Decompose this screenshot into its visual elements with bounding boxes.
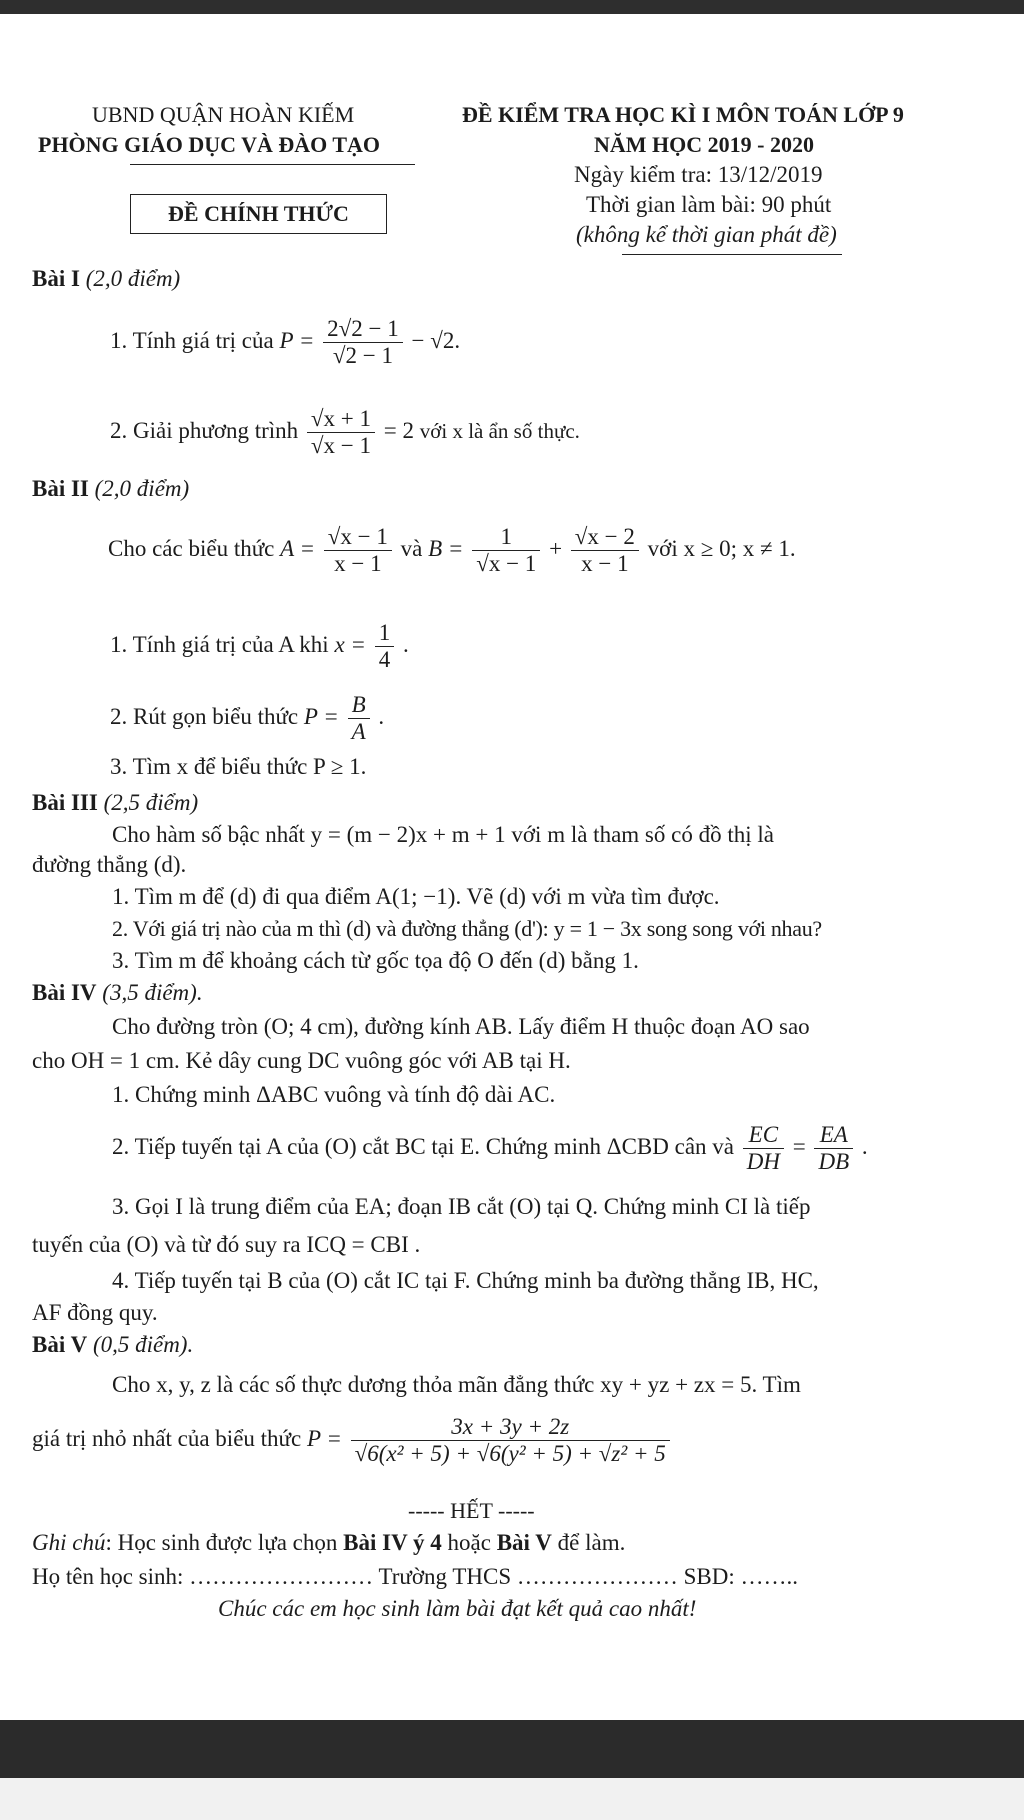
bottom-dark-bar	[0, 1720, 1024, 1778]
exam-duration: Thời gian làm bài: 90 phút	[586, 192, 832, 217]
bai4-line2: cho OH = 1 cm. Kẻ dây cung DC vuông góc với AB tại H.	[32, 1048, 571, 1073]
bai3-line1: Cho hàm số bậc nhất y = (m − 2)x + m + 1 với m là tham số có đồ thị là	[112, 822, 774, 847]
duration-note: (không kể thời gian phát đề)	[576, 222, 837, 247]
bai2-B-den2: x − 1	[581, 551, 629, 577]
exam-title: ĐỀ KIỂM TRA HỌC KÌ I MÔN TOÁN LỚP 9	[462, 102, 904, 127]
duration-underline	[622, 254, 842, 255]
bai2-A-den: x − 1	[334, 551, 382, 577]
bai1-heading	[32, 266, 180, 292]
bai2-q1-text: 1. Tính giá trị của A khi	[110, 632, 329, 658]
bai1-q2	[110, 406, 580, 460]
bai1-points: (2,0 điểm)	[85, 266, 181, 291]
bai4-q2-frac1-num: EC	[743, 1122, 784, 1149]
department-name: PHÒNG GIÁO DỤC VÀ ĐÀO TẠO	[38, 132, 381, 157]
top-dark-bar	[0, 0, 1024, 14]
bai2-B-fraction2	[571, 524, 639, 578]
bai2-plus: +	[549, 536, 563, 562]
bai3-q2: 2. Với giá trị nào của m thì (d) và đường thẳng (d'): y = 1 − 3x song song với nhau?	[112, 916, 822, 941]
bai4-q2-eq: =	[792, 1134, 806, 1160]
bai2-q1-den: 4	[378, 647, 391, 673]
note-label: Ghi chú	[32, 1530, 106, 1555]
bai4-q2-fraction2	[814, 1122, 853, 1176]
bai3-q1: 1. Tìm m để (d) đi qua điểm A(1; −1). Vẽ (d) với m vừa tìm được.	[112, 884, 720, 909]
bai5-l2-text: giá trị nhỏ nhất của biểu thức	[32, 1426, 302, 1452]
bai5-P-fraction	[351, 1414, 670, 1468]
bai5-P-num: 3x + 3y + 2z	[351, 1414, 670, 1441]
bai2-B-fraction1	[472, 524, 540, 578]
bai1-q1-tail: − √2.	[411, 328, 461, 354]
bai2-condition: với x ≥ 0; x ≠ 1.	[647, 536, 796, 562]
student-info-line: Họ tên học sinh: …………………… Trường THCS ………………… SBD: ……..	[32, 1564, 799, 1589]
bai1-q1-lhs: P =	[279, 328, 315, 354]
bai4-q2-text: 2. Tiếp tuyến tại A của (O) cắt BC tại E. Chứng minh ΔCBD cân và	[112, 1134, 734, 1160]
bai2-q1-num: 1	[375, 620, 395, 647]
bai1-q2-fraction	[307, 406, 375, 460]
bai2-A-fraction	[324, 524, 392, 578]
bai2-title: Bài II	[32, 476, 89, 501]
bai2-A-lhs: A =	[280, 536, 316, 562]
bai3-q3: 3. Tìm m để khoảng cách từ gốc tọa độ O đến (d) bằng 1.	[112, 948, 639, 973]
bai4-q2	[112, 1122, 868, 1176]
bai2-intro: Cho các biểu thức	[108, 536, 275, 562]
bai5-P-den: √6(x² + 5) + √6(y² + 5) + √z² + 5	[354, 1441, 666, 1467]
bai4-q2-frac1-den: DH	[746, 1149, 780, 1175]
bottom-light-strip	[0, 1778, 1024, 1820]
note-bold-2: Bài V	[496, 1530, 552, 1555]
bai2-q2-fraction	[348, 692, 370, 746]
bai2-B-lhs: B =	[428, 536, 464, 562]
bai4-q2-frac2-den: DB	[818, 1149, 850, 1175]
note-bold-1: Bài IV ý 4	[343, 1530, 442, 1555]
bai2-expressions	[108, 524, 796, 578]
bai5-points: (0,5 điểm).	[92, 1332, 194, 1357]
bai2-q1	[110, 620, 409, 674]
exam-page	[0, 14, 1024, 1714]
bai1-q2-den: √x − 1	[310, 433, 372, 459]
bai4-q4-line1: 4. Tiếp tuyến tại B của (O) cắt IC tại F. Chứng minh ba đường thẳng IB, HC,	[112, 1268, 819, 1293]
bai5-line1: Cho x, y, z là các số thực dương thỏa mãn đẳng thức xy + yz + zx = 5. Tìm	[112, 1372, 801, 1397]
bai2-q2-num: B	[348, 692, 370, 719]
bai4-q1: 1. Chứng minh ΔABC vuông và tính độ dài AC.	[112, 1082, 556, 1107]
bai4-points: (3,5 điểm).	[102, 980, 203, 1005]
bai2-B-den1: √x − 1	[476, 551, 537, 577]
good-luck-wish: Chúc các em học sinh làm bài đạt kết quả cao nhất!	[218, 1596, 697, 1621]
bai4-line1: Cho đường tròn (O; 4 cm), đường kính AB. Lấy điểm H thuộc đoạn AO sao	[112, 1014, 810, 1039]
bai1-q2-tail: với x là ẩn số thực.	[419, 419, 580, 444]
bai4-q2-fraction1	[743, 1122, 784, 1176]
note-tail: để làm.	[557, 1530, 626, 1555]
district-name: UBND QUẬN HOÀN KIẾM	[92, 102, 355, 127]
bai1-q1	[110, 316, 460, 370]
bai2-and: và	[400, 536, 423, 562]
bai2-q2-tail: .	[378, 704, 385, 730]
bai2-q1-lhs: x =	[334, 632, 366, 658]
bai5-heading	[32, 1332, 193, 1358]
bai1-q1-text: 1. Tính giá trị của	[110, 328, 274, 354]
bai2-q3: 3. Tìm x để biểu thức P ≥ 1.	[110, 754, 367, 779]
official-label: ĐỀ CHÍNH THỨC	[168, 201, 349, 226]
bai2-q1-fraction	[375, 620, 395, 674]
bai4-q3-line2: tuyến của (O) và từ đó suy ra ICQ = CBI .	[32, 1232, 421, 1257]
header-underline	[130, 164, 415, 165]
bai3-title: Bài III	[32, 790, 98, 815]
bai4-title: Bài IV	[32, 980, 97, 1005]
bai4-q3-line1: 3. Gọi I là trung điểm của EA; đoạn IB cắt (O) tại Q. Chứng minh CI là tiếp	[112, 1194, 811, 1219]
bai2-B-num1: 1	[472, 524, 540, 551]
bai1-q1-den: √2 − 1	[332, 343, 393, 369]
exam-date: Ngày kiểm tra: 13/12/2019	[574, 162, 823, 187]
bai2-q2-lhs: P =	[303, 704, 339, 730]
bai5-P-lhs: P =	[306, 1426, 342, 1452]
school-year: NĂM HỌC 2019 - 2020	[594, 132, 814, 157]
bai3-heading	[32, 790, 198, 816]
bai4-heading	[32, 980, 203, 1006]
bai1-title: Bài I	[32, 266, 80, 291]
bai2-A-num: √x − 1	[324, 524, 392, 551]
bai2-points: (2,0 điểm)	[94, 476, 190, 501]
bai4-q4-line2: AF đồng quy.	[32, 1300, 158, 1325]
bai2-q2	[110, 692, 384, 746]
bai4-q2-frac2-num: EA	[814, 1122, 853, 1149]
bai2-q1-tail: .	[402, 632, 409, 658]
bai4-q2-end: .	[861, 1134, 868, 1160]
bai5-line2	[32, 1414, 673, 1468]
bai1-q1-num: 2√2 − 1	[323, 316, 403, 343]
bai1-q2-text: 2. Giải phương trình	[110, 418, 299, 444]
bai3-points: (2,5 điểm)	[103, 790, 199, 815]
note-mid: hoặc	[447, 1530, 491, 1555]
bai1-q2-num: √x + 1	[307, 406, 375, 433]
bai5-title: Bài V	[32, 1332, 88, 1357]
official-box	[130, 194, 387, 234]
bai1-q2-rhs: = 2	[383, 418, 415, 444]
bai2-q2-den: A	[351, 719, 366, 745]
end-marker: ----- HẾT -----	[408, 1498, 535, 1523]
bai2-B-num2: √x − 2	[571, 524, 639, 551]
bai2-q2-text: 2. Rút gọn biểu thức	[110, 704, 299, 730]
bai1-q1-fraction	[323, 316, 403, 370]
note-text: : Học sinh được lựa chọn	[105, 1530, 338, 1555]
note-line	[32, 1530, 625, 1556]
bai2-heading	[32, 476, 189, 502]
bai3-line2: đường thẳng (d).	[32, 852, 187, 877]
